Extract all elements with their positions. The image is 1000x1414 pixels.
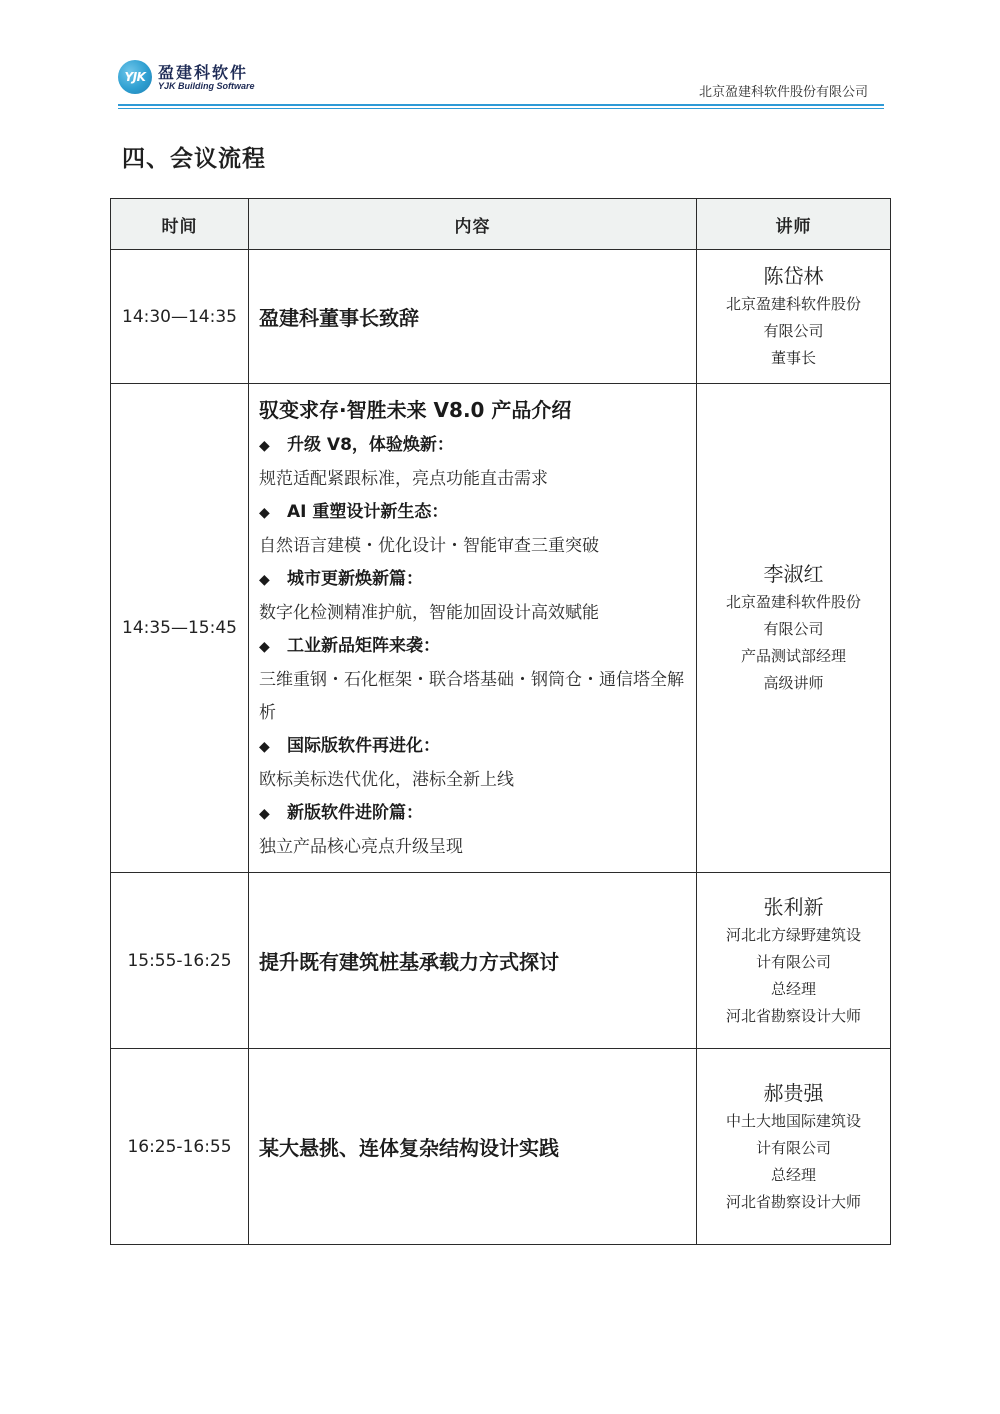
agenda-item-heading: ◆ 国际版软件再进化： xyxy=(259,730,688,764)
logo-chinese-name: 盈建科软件 xyxy=(158,63,249,82)
agenda-item-heading: ◆ 工业新品矩阵来袭： xyxy=(259,630,688,664)
table-row xyxy=(111,250,891,384)
row-time: 14:30—14:35 xyxy=(111,250,249,384)
logo-english-name: YJK Building Software xyxy=(158,81,255,91)
table-row xyxy=(111,384,891,873)
table-row xyxy=(111,1049,891,1245)
header-content: 内容 xyxy=(249,199,697,250)
table-row xyxy=(111,873,891,1049)
diamond-bullet-icon: ◆ xyxy=(259,739,270,755)
speaker-title: 董事长 xyxy=(770,349,816,367)
speaker-name: 张利新 xyxy=(763,894,824,919)
agenda-table xyxy=(110,198,891,1245)
agenda-item-heading: ◆ 城市更新焕新篇： xyxy=(259,563,688,597)
company-name: 北京盈建科软件股份有限公司 xyxy=(698,85,868,100)
agenda-item-heading: ◆ 升级 V8，体验焕新： xyxy=(259,429,688,463)
speaker-org: 有限公司 xyxy=(763,620,824,638)
agenda-item-heading: ◆ AI 重塑设计新生态： xyxy=(259,496,688,530)
agenda-item-heading: ◆ 新版软件进阶篇： xyxy=(259,797,688,831)
speaker-name: 李淑红 xyxy=(763,562,824,586)
diamond-bullet-icon: ◆ xyxy=(259,639,270,655)
speaker-org: 北京盈建科软件股份 xyxy=(725,593,861,611)
row-topic: 提升既有建筑桩基承载力方式探讨 xyxy=(249,873,697,1049)
agenda-item-desc: 独立产品核心亮点升级呈现 xyxy=(259,837,463,857)
header-divider-thin xyxy=(118,108,884,109)
agenda-item-desc: 三维重钢・石化框架・联合塔基础・钢筒仓・通信塔全解析 xyxy=(259,670,684,723)
row-topic: 驭变求存·智胜未来 V8.0 产品介绍 xyxy=(259,398,572,422)
speaker-org: 计有限公司 xyxy=(755,952,831,971)
diamond-bullet-icon: ◆ xyxy=(259,505,270,521)
logo-mark: YJK xyxy=(118,60,152,94)
diamond-bullet-icon: ◆ xyxy=(259,806,270,822)
speaker-org: 河北北方绿野建筑设 xyxy=(725,925,861,944)
speaker-title: 河北省勘察设计大师 xyxy=(725,1192,861,1211)
company-logo xyxy=(118,60,278,100)
agenda-item-desc: 数字化检测精准护航，智能加固设计高效赋能 xyxy=(259,603,599,623)
row-time: 16:25-16:55 xyxy=(111,1049,249,1245)
row-time: 14:35—15:45 xyxy=(111,384,249,873)
header-time: 时间 xyxy=(111,199,249,250)
diamond-bullet-icon: ◆ xyxy=(259,572,270,588)
agenda-item-desc: 规范适配紧跟标准，亮点功能直击需求 xyxy=(259,469,548,489)
speaker-name: 郝贵强 xyxy=(763,1080,824,1105)
speaker-title: 产品测试部经理 xyxy=(740,647,846,665)
row-time: 15:55-16:25 xyxy=(111,873,249,1049)
header-divider xyxy=(118,104,884,106)
page-header xyxy=(118,56,884,106)
speaker-title: 总经理 xyxy=(770,979,816,998)
row-content xyxy=(249,384,697,873)
agenda-item-desc: 自然语言建模・优化设计・智能审查三重突破 xyxy=(259,536,599,556)
diamond-bullet-icon: ◆ xyxy=(259,438,270,454)
agenda-item-desc: 欧标美标迭代优化，港标全新上线 xyxy=(259,770,514,790)
section-title: 四、会议流程 xyxy=(122,146,266,172)
speaker-title: 河北省勘察设计大师 xyxy=(725,1006,861,1025)
speaker-name: 陈岱林 xyxy=(763,264,824,288)
speaker-title: 高级讲师 xyxy=(763,674,824,692)
row-topic: 某大悬挑、连体复杂结构设计实践 xyxy=(249,1049,697,1245)
table-header-row xyxy=(111,199,891,250)
row-topic: 盈建科董事长致辞 xyxy=(249,250,697,384)
header-speaker: 讲师 xyxy=(697,199,891,250)
row-speaker xyxy=(697,1049,891,1245)
row-speaker xyxy=(697,873,891,1049)
row-speaker xyxy=(697,250,891,384)
speaker-org: 北京盈建科软件股份 xyxy=(725,295,861,313)
speaker-org: 有限公司 xyxy=(763,322,824,340)
speaker-org: 中土大地国际建筑设 xyxy=(725,1111,861,1130)
speaker-org: 计有限公司 xyxy=(755,1138,831,1157)
row-speaker xyxy=(697,384,891,873)
speaker-title: 总经理 xyxy=(770,1165,816,1184)
